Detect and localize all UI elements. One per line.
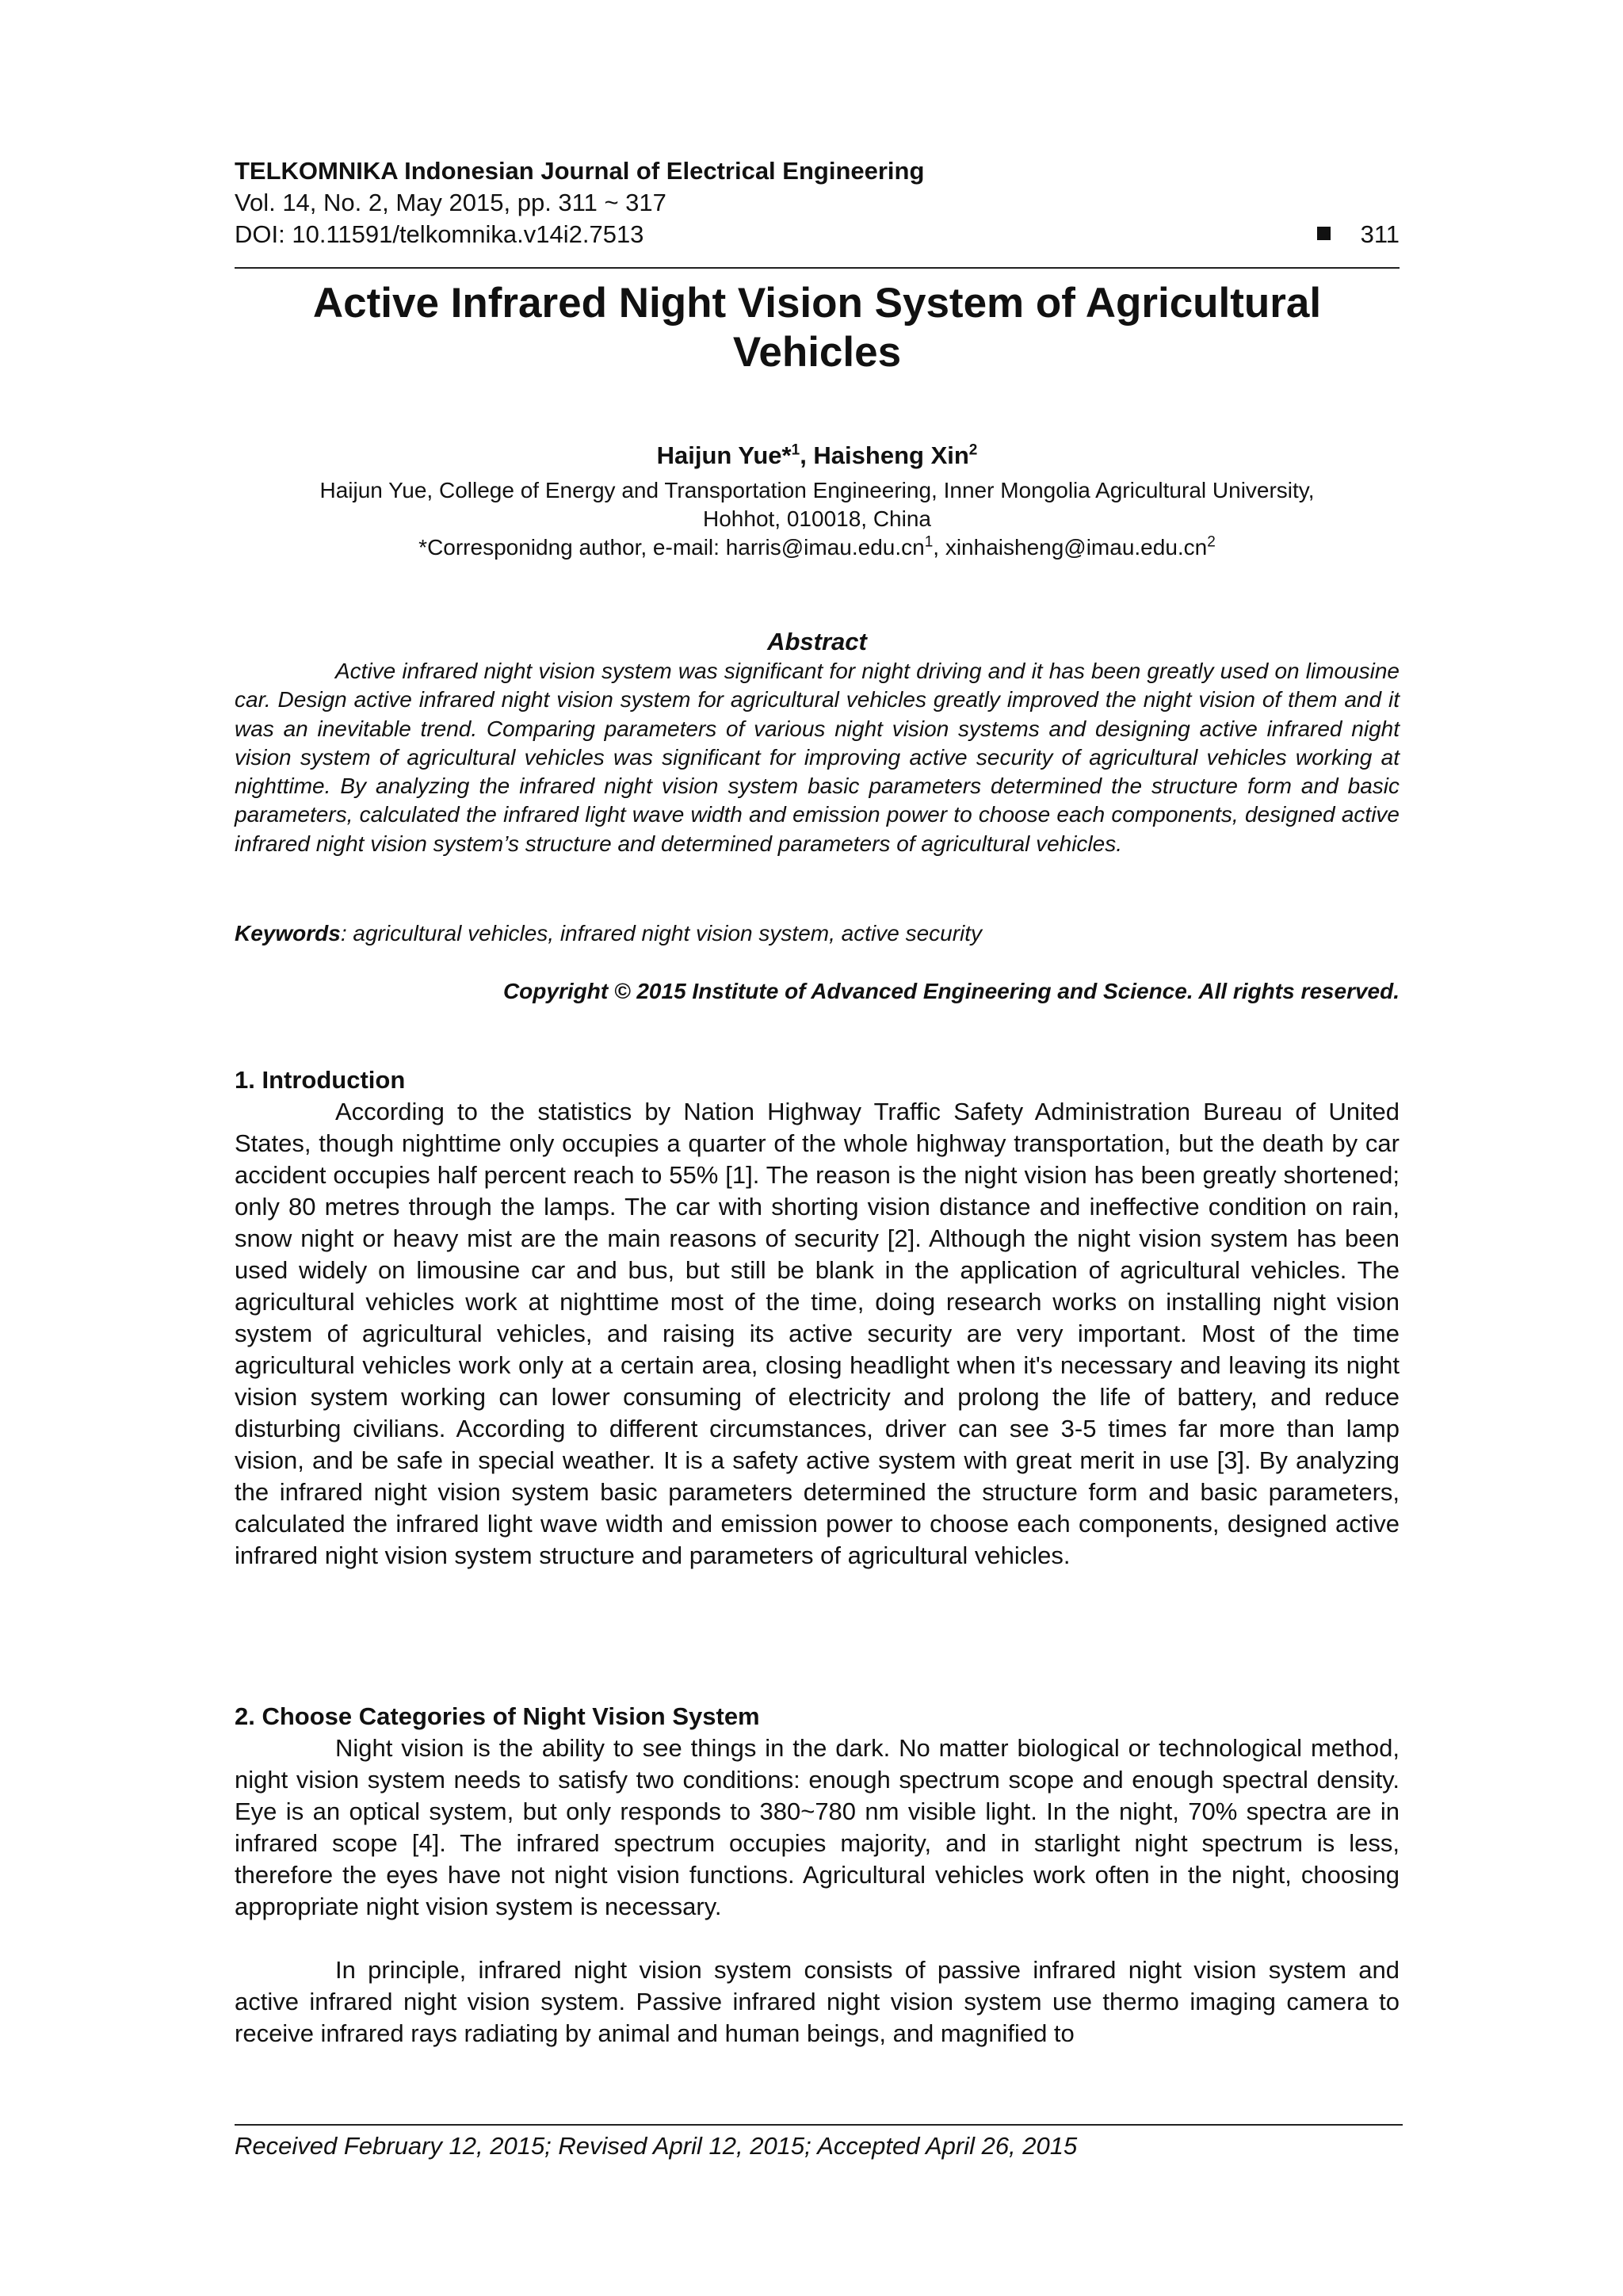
title-line-2: Vehicles: [732, 329, 902, 376]
received-dates: Received February 12, 2015; Revised April 12, 2015; Accepted April 26, 2015: [235, 2132, 1078, 2160]
author-affil-marker: 1: [791, 441, 800, 459]
page-number: [1317, 219, 1400, 250]
author-separator: ,: [800, 441, 814, 469]
keywords: [235, 919, 1400, 948]
section-heading-introduction: 1. Introduction: [235, 1066, 406, 1094]
running-header: [235, 155, 1400, 250]
email-marker: 1: [924, 533, 934, 551]
affiliation-line: Haijun Yue, College of Energy and Transportation Engineering, Inner Mongolia Agricultural University,: [319, 478, 1315, 502]
volume-info: Vol. 14, No. 2, May 2015, pp. 311 ~ 317: [235, 189, 666, 216]
second-email[interactable]: , xinhaisheng@imau.edu.cn: [933, 535, 1208, 560]
section-paragraph: Night vision is the ability to see things in the dark. No matter biological or technological method, night vision system needs to satisfy two conditions: enough spectrum scope and enough spectral density. Eye is an optical system, but only responds to 380~780 nm visible light. In the night, 70% spectra are in infrared scope [4]. The infrared spectrum occupies majority, and in starlight night spectrum is less, therefore the eyes have not night vision functions. Agricultural vehicles work often in the night, choosing appropriate night vision system is necessary.: [235, 1734, 1400, 1920]
page-number-text: 311: [1360, 220, 1400, 248]
paper-title: [235, 279, 1400, 377]
section-heading-night-vision: 2. Choose Categories of Night Vision System: [235, 1702, 760, 1730]
section-paragraph: In principle, infrared night vision system consists of passive infrared night vision system and active infrared night vision system. Passive infrared night vision system use thermo imaging camera to receive infrared rays radiating by animal and human beings, and magnified to: [235, 1956, 1400, 2047]
header-rule: [235, 267, 1400, 269]
copyright-notice: Copyright © 2015 Institute of Advanced Engineering and Science. All rights reserved.: [502, 979, 1400, 1003]
author-name: Haisheng Xin: [813, 441, 969, 469]
doi-link[interactable]: DOI: 10.11591/telkomnika.v14i2.7513: [235, 220, 644, 248]
journal-name: TELKOMNIKA Indonesian Journal of Electrical Engineering: [235, 157, 925, 185]
affiliation-line: Hohhot, 010018, China: [703, 506, 931, 531]
title-line-1: Active Infrared Night Vision System of Agricultural: [312, 280, 1322, 327]
affiliation: [235, 476, 1400, 562]
email-marker: 2: [1207, 533, 1216, 551]
author-affil-marker: 2: [968, 441, 978, 459]
section-paragraph: According to the statistics by Nation Highway Traffic Safety Administration Bureau of United States, though nighttime only occupies a quarter of the whole highway transportation, but the death by car accident occupies half percent reach to 55% [1]. The reason is the night vision has been greatly shortened; only 80 metres through the lamps. The car with shorting vision distance and ineffective condition on rain, snow night or heavy mist are the main reasons of security [2]. Although the night vision system has been used widely on limousine car and bus, but still be blank in the application of agricultural vehicles. The agricultural vehicles work at nighttime most of the time, doing research works on installing night vision system of agricultural vehicles, and raising its active security are very important. Most of the time agricultural vehicles work only at a certain area, closing headlight when it's necessary and leaving its night vision system working can lower consuming of electricity and prolong the life of battery, and reduce disturbing civilians. According to different circumstances, driver can see 3-5 times far more than lamp vision, and be safe in special weather. It is a safety active system with great merit in use [3]. By analyzing the infrared night vision system basic parameters determined the structure form and basic parameters, calculated the infrared light wave width and emission power to choose each components, designed active infrared night vision system structure and parameters of agricultural vehicles.: [235, 1098, 1400, 1569]
author-name: Haijun Yue*: [656, 441, 792, 469]
corresponding-email[interactable]: *Corresponidng author, e-mail: harris@imau.edu.cn: [418, 535, 925, 560]
corresponding-author: [235, 533, 1400, 562]
author-list: [235, 440, 1400, 472]
footer-rule: [235, 2124, 1403, 2126]
abstract-text: Active infrared night vision system was significant for night driving and it has been greatly used on limousine car. Design active infrared night vision system for agricultural vehicles greatly improved the night vision of them and it was an inevitable trend. Comparing parameters of various night vision systems and designing active infrared night vision system of agricultural vehicles was significant for improving active security of agricultural vehicles working at nighttime. By analyzing the infrared night vision system basic parameters determined the structure form and basic parameters, calculated the infrared light wave width and emission power to choose each components, designed active infrared night vision system’s structure and determined parameters of agricultural vehicles.: [235, 659, 1400, 856]
keywords-label: Keywords: [235, 921, 341, 946]
abstract-heading: Abstract: [767, 628, 867, 655]
square-bullet-icon: [1317, 227, 1331, 240]
keywords-text: : agricultural vehicles, infrared night vision system, active security: [340, 921, 983, 946]
doi-row: [235, 219, 1400, 250]
